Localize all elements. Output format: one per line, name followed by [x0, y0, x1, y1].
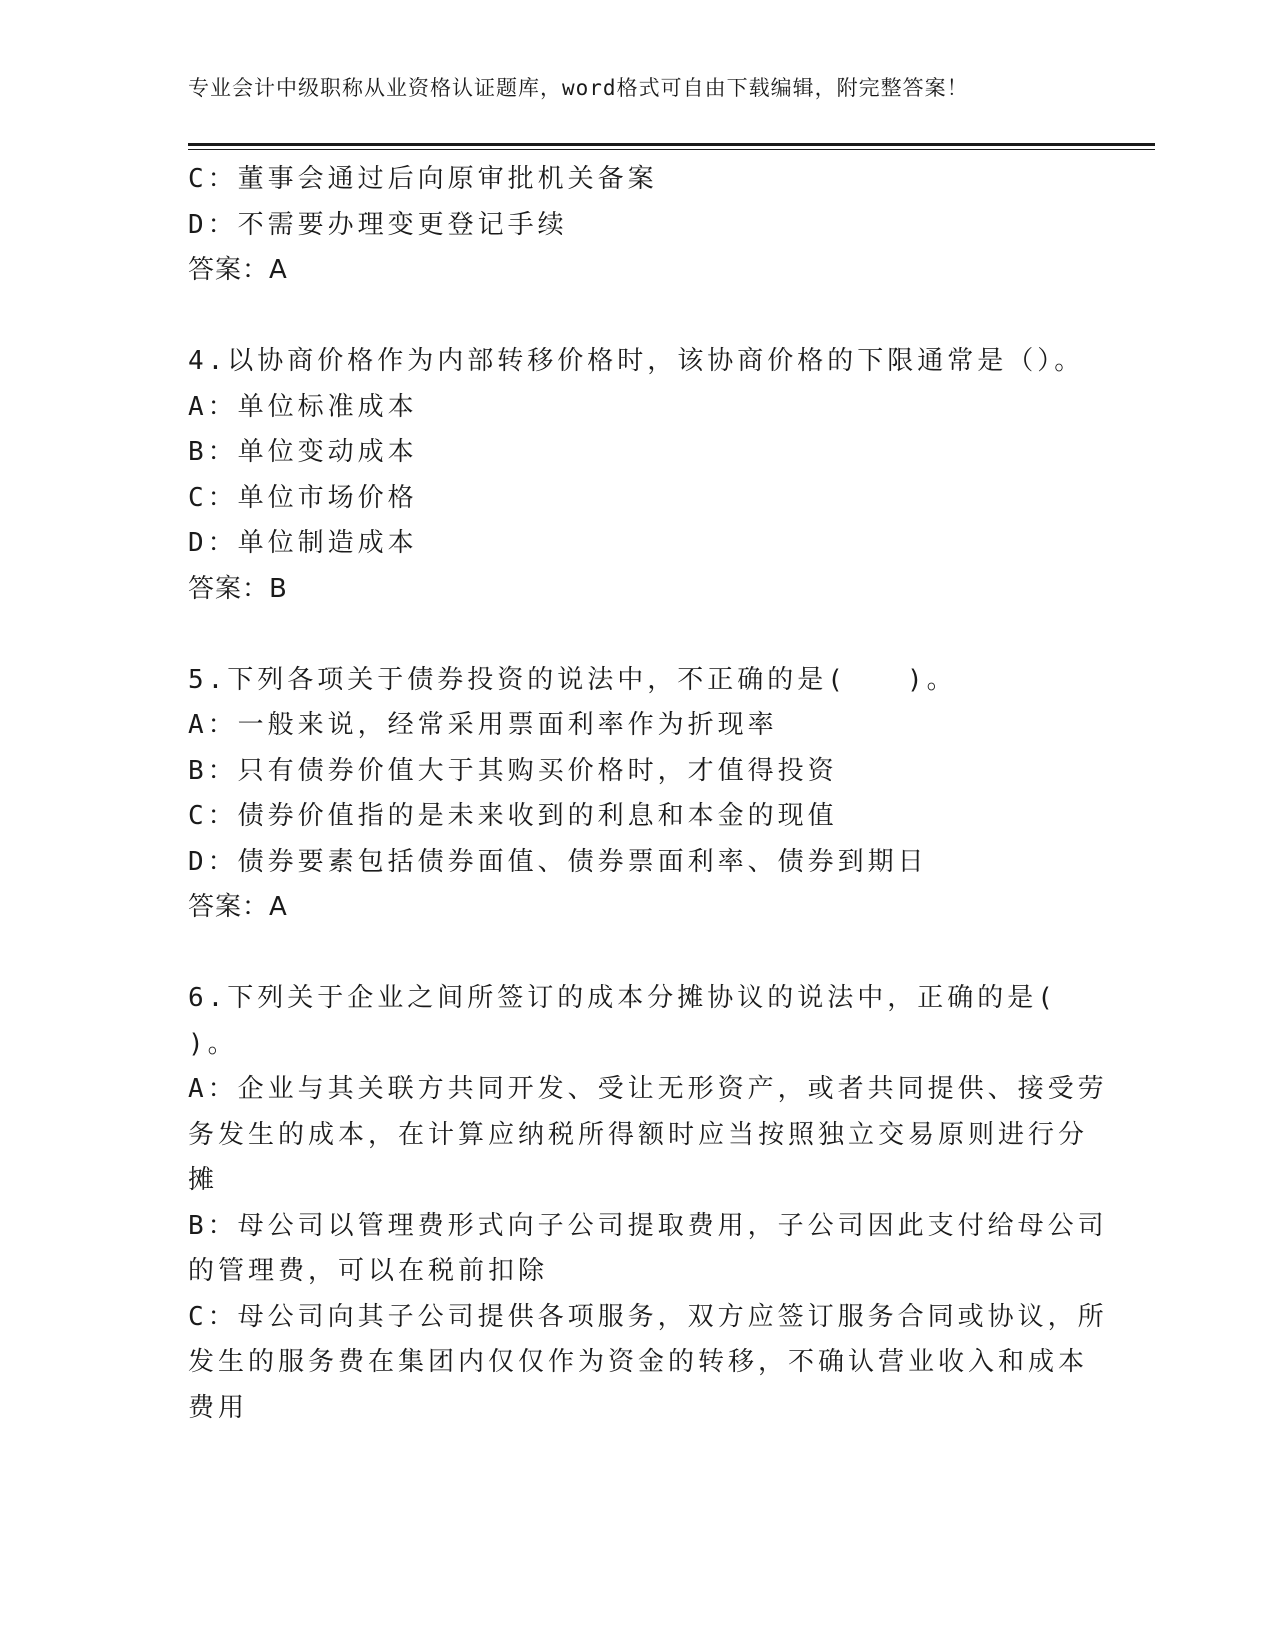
spacer	[188, 931, 1088, 977]
question-content	[188, 157, 1108, 1431]
question-3-tail	[188, 157, 1088, 294]
option-b: B：单位变动成本	[188, 437, 418, 467]
option-b-line-2: 的管理费，可以在税前扣除	[188, 1256, 549, 1286]
answer-line: 答案：A	[188, 255, 288, 285]
option-c: C：债券价值指的是未来收到的利息和本金的现值	[188, 801, 838, 831]
question-text: 5.下列各项关于债券投资的说法中，不正确的是( )。	[188, 664, 957, 695]
question-4	[188, 339, 1088, 612]
option-a-line-1: A：企业与其关联方共同开发、受让无形资产，或者共同提供、接受劳	[188, 1074, 1108, 1104]
answer-line: 答案：B	[188, 573, 288, 604]
option-d: D：债券要素包括债券面值、债券票面利率、债券到期日	[188, 846, 928, 877]
spacer	[188, 294, 1088, 340]
option-c-line-3: 费用	[188, 1392, 249, 1423]
option-c-line-1: C：母公司向其子公司提供各项服务，双方应签订服务合同或协议，所	[188, 1301, 1108, 1332]
header-divider-thick	[188, 143, 1155, 146]
spacer	[188, 612, 1088, 658]
option-c: C：单位市场价格	[188, 482, 418, 513]
option-a-line-2: 务发生的成本，在计算应纳税所得额时应当按照独立交易原则进行分	[188, 1119, 1089, 1150]
option-a-line-3: 摊	[188, 1165, 219, 1195]
question-5	[188, 658, 1088, 931]
option-b: B：只有债券价值大于其购买价格时，才值得投资	[188, 755, 838, 786]
question-6	[188, 976, 1108, 1431]
option-c: C：董事会通过后向原审批机关备案	[188, 164, 658, 194]
header-divider-thin	[188, 149, 1155, 150]
option-d: D：不需要办理变更登记手续	[188, 209, 568, 240]
option-c-line-2: 发生的服务费在集团内仅仅作为资金的转移，不确认营业收入和成本	[188, 1347, 1089, 1377]
page-header: 专业会计中级职称从业资格认证题库，word格式可自由下载编辑，附完整答案！	[188, 76, 969, 100]
option-a: A：单位标准成本	[188, 391, 418, 422]
question-text-line-2: )。	[188, 1028, 238, 1059]
question-text: 4.以协商价格作为内部转移价格时，该协商价格的下限通常是（）。	[188, 346, 1085, 376]
option-d: D：单位制造成本	[188, 528, 418, 558]
question-text-line-1: 6.下列关于企业之间所签订的成本分摊协议的说法中，正确的是(	[188, 983, 1057, 1013]
option-b-line-1: B：母公司以管理费形式向子公司提取费用，子公司因此支付给母公司	[188, 1210, 1108, 1241]
answer-line: 答案：A	[188, 892, 288, 922]
option-a: A：一般来说，经常采用票面利率作为折现率	[188, 710, 778, 740]
